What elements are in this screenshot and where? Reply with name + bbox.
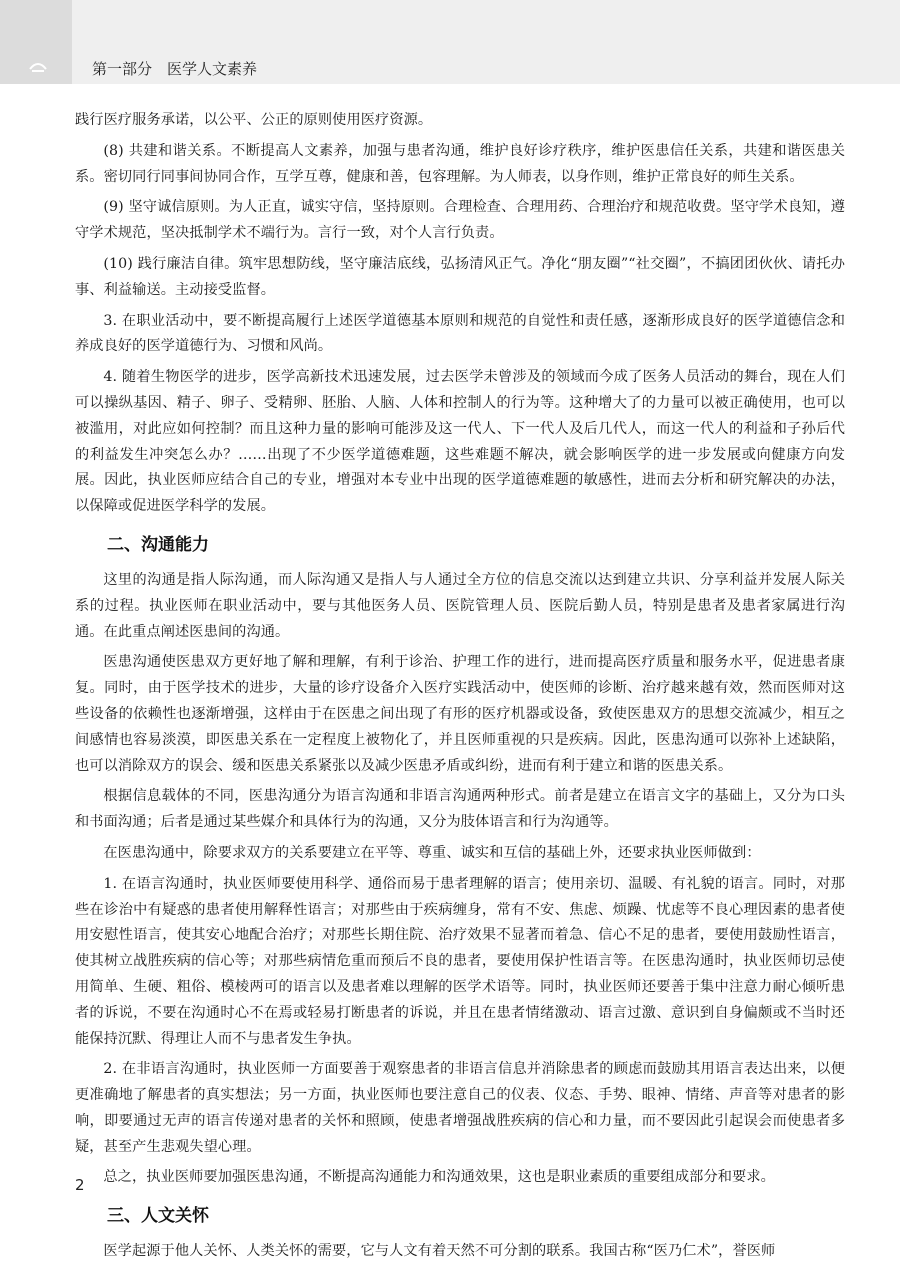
page-number: 2	[75, 1176, 85, 1194]
paragraph: 医学起源于他人关怀、人类关怀的需要，它与人文有着天然不可分割的联系。我国古称“医乃仁术”，誉医师	[103, 1243, 776, 1260]
book-logo-icon	[28, 54, 48, 74]
paragraph: (8) 共建和谐关系。不断提高人文素养，加强与患者沟通，维护良好诊疗秩序，维护医患信任关系，共建和谐医患关系。密切同行同事间协同合作，互学互尊，健康和善，包容理解。为人师表，以身作则，维护正常良好的师生关系。	[75, 142, 845, 185]
paragraph: 总之，执业医师要加强医患沟通，不断提高沟通能力和沟通效果，这也是职业素质的重要组成部分和要求。	[103, 1169, 775, 1186]
paragraph: 3. 在职业活动中，要不断提高履行上述医学道德基本原则和规范的自觉性和责任感，逐渐形成良好的医学道德信念和养成良好的医学道德行为、习惯和风尚。	[75, 312, 845, 355]
page-header	[0, 0, 900, 84]
paragraph: 根据信息载体的不同，医患沟通分为语言沟通和非语言沟通两种形式。前者是建立在语言文字的基础上，又分为口头和书面沟通；后者是通过某些媒介和具体行为的沟通，又分为肢体语言和行为沟通等。	[75, 788, 845, 831]
paragraph: 4. 随着生物医学的进步，医学高新技术迅速发展，过去医学未曾涉及的领域而今成了医务人员活动的舞台，现在人们可以操纵基因、精子、卵子、受精卵、胚胎、人脑、人体和控制人的行为等。这种增大了的力量可以被正确使用，也可以被滥用，对此应如何控制？而且这种力量的影响可能涉及这一代人、下一代人及后几代人，而这一代人的利益和子孙后代的利益发生冲突怎么办？……出现了不少医学道德难题，这些难题不解决，就会影响医学的进一步发展或向健康方向发展。因此，执业医师应结合自己的专业，增强对本专业中出现的医学道德难题的敏感性，进而去分析和研究解决的办法，以保障或促进医学科学的发展。	[75, 369, 845, 515]
section-heading-humanistic-care: 三、人文关怀	[107, 1206, 209, 1227]
paragraph: 2. 在非语言沟通时，执业医师一方面要善于观察患者的非语言信息并消除患者的顾虑而鼓励其用语言表达出来，以便更准确地了解患者的真实想法；另一方面，执业医师也要注意自己的仪表、仪态、手势、眼神、情绪、声音等对患者的影响，即要通过无声的语言传递对患者的关怀和照顾，使患者增强战胜疾病的信心和力量，而不要因此引起误会而使患者多疑，甚至产生悲观失望心理。	[75, 1061, 845, 1155]
paragraph: (9) 坚守诚信原则。为人正直，诚实守信，坚持原则。合理检查、合理用药、合理治疗和规范收费。坚守学术良知，遵守学术规范，坚决抵制学术不端行为。言行一致，对个人言行负责。	[75, 199, 845, 242]
chapter-title: 第一部分 医学人文素养	[92, 60, 258, 78]
paragraph: 在医患沟通中，除要求双方的关系要建立在平等、尊重、诚实和互信的基础上外，还要求执业医师做到：	[103, 844, 761, 861]
paragraph: 践行医疗服务承诺，以公平、公正的原则使用医疗资源。	[75, 112, 433, 128]
paragraph: 这里的沟通是指人际沟通，而人际沟通又是指人与人通过全方位的信息交流以达到建立共识、分享利益并发展人际关系的过程。执业医师在职业活动中，要与其他医务人员、医院管理人员、医院后勤人员，特别是患者及患者家属进行沟通。在此重点阐述医患间的沟通。	[75, 571, 845, 640]
paragraph: 医患沟通使医患双方更好地了解和理解，有利于诊治、护理工作的进行，进而提高医疗质量和服务水平，促进患者康复。同时，由于医学技术的进步，大量的诊疗设备介入医疗实践活动中，使医师的诊断、治疗越来越有效，然而医师对这些设备的依赖性也逐渐增强，这样由于在医患之间出现了有形的医疗机器或设备，致使医患双方的思想交流减少，相互之间感情也容易淡漠，即医患关系在一定程度上被物化了，并且医师重视的只是疾病。因此，医患沟通可以弥补上述缺陷，也可以消除双方的误会、缓和医患关系紧张以及减少医患矛盾或纠纷，进而有利于建立和谐的医患关系。	[75, 654, 845, 774]
section-heading-communication: 二、沟通能力	[107, 534, 209, 555]
paragraph: (10) 践行廉洁自律。筑牢思想防线，坚守廉洁底线，弘扬清风正气。净化“朋友圈”“社交圈”，不搞团团伙伙、请托办事、利益输送。主动接受监督。	[75, 255, 845, 298]
page-content	[75, 108, 845, 1270]
paragraph: 1. 在语言沟通时，执业医师要使用科学、通俗而易于患者理解的语言；使用亲切、温暖、有礼貌的语言。同时，对那些在诊治中有疑惑的患者使用解释性语言；对那些由于疾病缠身，常有不安、焦虑、烦躁、忧虑等不良心理因素的患者使用安慰性语言，使其安心地配合治疗；对那些长期住院、治疗效果不显著而着急、信心不足的患者，要使用鼓励性语言，使其树立战胜疾病的信心等；对那些病情危重而预后不良的患者，要使用保护性语言等。在医患沟通时，执业医师切忌使用简单、生硬、粗俗、模棱两可的语言以及患者难以理解的医学术语等。同时，执业医师还要善于集中注意力耐心倾听患者的诉说，不要在沟通时心不在焉或轻易打断患者的诉说，并且在患者情绪激动、语言过激、意识到自身偏颇或不当时还能保持沉默、得理让人而不与患者发生争执。	[75, 875, 845, 1047]
